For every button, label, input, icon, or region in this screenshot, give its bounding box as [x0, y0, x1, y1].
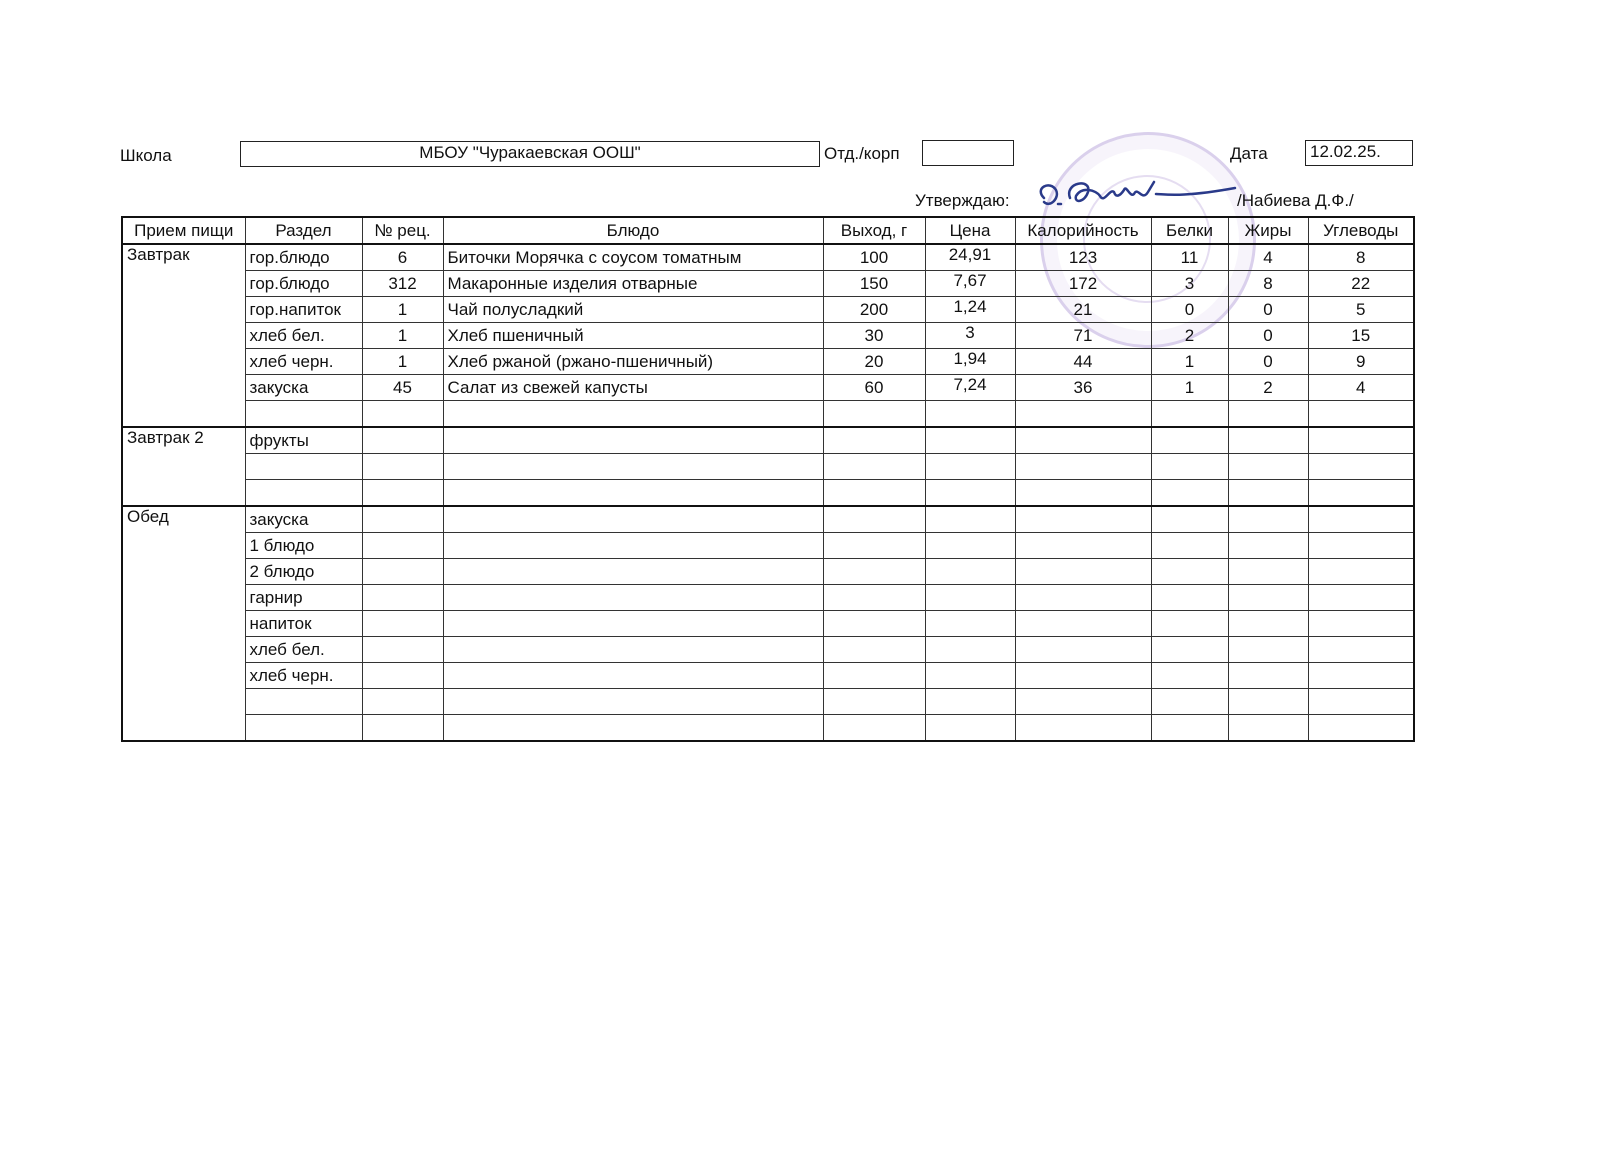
weight-cell: 60 — [823, 375, 925, 401]
weight-cell: 100 — [823, 244, 925, 271]
fat-cell: 8 — [1228, 271, 1308, 297]
kcal-cell: 172 — [1015, 271, 1151, 297]
protein-cell: 2 — [1151, 323, 1228, 349]
dept-label: Отд./корп — [824, 144, 900, 163]
section-cell: гор.блюдо — [245, 244, 362, 271]
col-header-dish: Блюдо — [443, 217, 823, 244]
recipe-cell: 6 — [362, 244, 443, 271]
weight-cell: 30 — [823, 323, 925, 349]
table-row — [122, 533, 1414, 559]
fat-cell: 0 — [1228, 349, 1308, 375]
date-field[interactable] — [1305, 140, 1413, 166]
section-cell: 1 блюдо — [245, 533, 362, 559]
section-cell: закуска — [245, 375, 362, 401]
dept-field[interactable] — [922, 140, 1014, 166]
price-cell: 24,91 — [925, 244, 1015, 271]
table-row — [122, 559, 1414, 585]
table-row — [122, 297, 1414, 323]
protein-cell: 0 — [1151, 297, 1228, 323]
section-cell: 2 блюдо — [245, 559, 362, 585]
table-row — [122, 637, 1414, 663]
col-header-kcal: Калорийность — [1015, 217, 1151, 244]
dish-cell: Биточки Морячка с соусом томатным — [443, 244, 823, 271]
col-header-price: Цена — [925, 217, 1015, 244]
school-value: МБОУ "Чуракаевская ООШ" — [419, 143, 641, 162]
protein-cell: 11 — [1151, 244, 1228, 271]
dish-cell: Хлеб пшеничный — [443, 323, 823, 349]
menu-table — [121, 216, 1415, 742]
kcal-cell: 44 — [1015, 349, 1151, 375]
dish-cell: Салат из свежей капусты — [443, 375, 823, 401]
dish-cell: Хлеб ржаной (ржано-пшеничный) — [443, 349, 823, 375]
section-cell: хлеб черн. — [245, 663, 362, 689]
protein-cell: 3 — [1151, 271, 1228, 297]
recipe-cell: 45 — [362, 375, 443, 401]
fat-cell: 4 — [1228, 244, 1308, 271]
fat-cell: 0 — [1228, 297, 1308, 323]
section-cell: фрукты — [245, 427, 362, 454]
table-row — [122, 349, 1414, 375]
price-cell: 1,94 — [925, 349, 1015, 375]
table-row — [122, 585, 1414, 611]
table-row-empty — [122, 454, 1414, 480]
meal-lunch: Обед — [122, 506, 245, 741]
weight-cell: 200 — [823, 297, 925, 323]
section-cell: напиток — [245, 611, 362, 637]
col-header-fat: Жиры — [1228, 217, 1308, 244]
dish-cell: Макаронные изделия отварные — [443, 271, 823, 297]
dish-cell: Чай полусладкий — [443, 297, 823, 323]
carbs-cell: 4 — [1308, 375, 1414, 401]
fat-cell: 2 — [1228, 375, 1308, 401]
meal-breakfast: Завтрак — [122, 244, 245, 427]
table-row — [122, 323, 1414, 349]
school-label: Школа — [120, 146, 172, 165]
kcal-cell: 71 — [1015, 323, 1151, 349]
recipe-cell: 1 — [362, 323, 443, 349]
table-row-empty — [122, 480, 1414, 507]
table-row-empty — [122, 689, 1414, 715]
section-cell: хлеб бел. — [245, 323, 362, 349]
date-value: 12.02.25. — [1310, 142, 1381, 161]
section-cell: хлеб черн. — [245, 349, 362, 375]
table-row-empty — [122, 401, 1414, 428]
table-header-row — [122, 217, 1414, 244]
kcal-cell: 21 — [1015, 297, 1151, 323]
col-header-carbs: Углеводы — [1308, 217, 1414, 244]
table-row — [122, 271, 1414, 297]
col-header-protein: Белки — [1151, 217, 1228, 244]
approve-label: Утверждаю: — [915, 191, 1010, 210]
protein-cell: 1 — [1151, 349, 1228, 375]
date-label: Дата — [1230, 144, 1268, 163]
recipe-cell: 1 — [362, 297, 443, 323]
recipe-cell: 312 — [362, 271, 443, 297]
section-cell: хлеб бел. — [245, 637, 362, 663]
recipe-cell: 1 — [362, 349, 443, 375]
col-header-meal: Прием пищи — [122, 217, 245, 244]
kcal-cell: 123 — [1015, 244, 1151, 271]
carbs-cell: 22 — [1308, 271, 1414, 297]
section-cell: гарнир — [245, 585, 362, 611]
protein-cell: 1 — [1151, 375, 1228, 401]
carbs-cell: 9 — [1308, 349, 1414, 375]
weight-cell: 20 — [823, 349, 925, 375]
fat-cell: 0 — [1228, 323, 1308, 349]
table-row-empty — [122, 715, 1414, 742]
approver-name: /Набиева Д.Ф./ — [1237, 191, 1354, 210]
table-row — [122, 244, 1414, 271]
table-row — [122, 427, 1414, 454]
table-row — [122, 375, 1414, 401]
carbs-cell: 5 — [1308, 297, 1414, 323]
kcal-cell: 36 — [1015, 375, 1151, 401]
table-row — [122, 611, 1414, 637]
table-row — [122, 506, 1414, 533]
meal-breakfast-2: Завтрак 2 — [122, 427, 245, 506]
col-header-recipe: № рец. — [362, 217, 443, 244]
section-cell: гор.блюдо — [245, 271, 362, 297]
school-field[interactable] — [240, 141, 820, 167]
col-header-section: Раздел — [245, 217, 362, 244]
weight-cell: 150 — [823, 271, 925, 297]
carbs-cell: 8 — [1308, 244, 1414, 271]
handwritten-signature — [1030, 168, 1240, 223]
price-cell: 1,24 — [925, 297, 1015, 323]
price-cell: 3 — [925, 323, 1015, 349]
section-cell: гор.напиток — [245, 297, 362, 323]
price-cell: 7,24 — [925, 375, 1015, 401]
price-cell: 7,67 — [925, 271, 1015, 297]
section-cell: закуска — [245, 506, 362, 533]
carbs-cell: 15 — [1308, 323, 1414, 349]
col-header-weight: Выход, г — [823, 217, 925, 244]
table-row — [122, 663, 1414, 689]
